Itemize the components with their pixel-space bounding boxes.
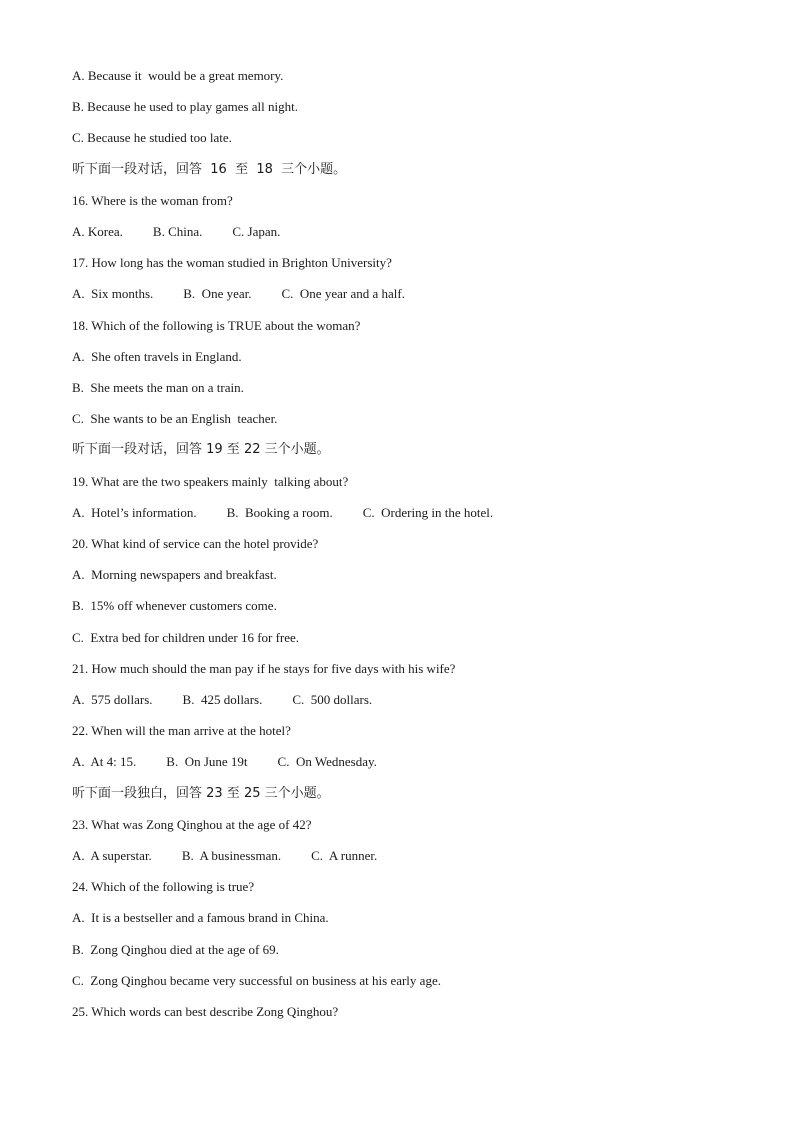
- answer-option: C. 500 dollars.: [292, 692, 373, 707]
- text-line: [72, 940, 279, 960]
- text-line: [72, 97, 298, 117]
- text-line: [72, 253, 392, 273]
- text-line: [72, 534, 318, 554]
- text-line: [72, 721, 291, 741]
- answer-options-row: [72, 503, 523, 523]
- answer-option: C. On Wednesday.: [277, 754, 377, 769]
- text-line: [72, 472, 348, 492]
- section-instruction: [72, 440, 330, 460]
- answer-options-row: [72, 222, 310, 242]
- line-text: A. Because it would be a great memory.: [72, 68, 284, 83]
- text-line: [72, 815, 311, 835]
- text-line: [72, 565, 277, 585]
- line-text: 18. Which of the following is TRUE about the woman?: [72, 318, 361, 333]
- answer-option: A. Six months.: [72, 286, 154, 301]
- line-text: 16. Where is the woman from?: [72, 193, 233, 208]
- text-line: [72, 971, 441, 991]
- section-instruction-text: 听下面一段对话，回答 16 至 18 三个小题。: [72, 162, 347, 177]
- answer-option: C. Japan.: [232, 224, 281, 239]
- answer-option: A. At 4: 15.: [72, 754, 137, 769]
- section-instruction: [72, 160, 346, 180]
- line-text: C. Because he studied too late.: [72, 130, 232, 145]
- section-instruction-text: 听下面一段独白，回答 23 至 25 三个小题。: [72, 786, 330, 801]
- answer-option: B. One year.: [183, 286, 252, 301]
- line-text: B. Zong Qinghou died at the age of 69.: [72, 942, 279, 957]
- answer-option: B. China.: [152, 224, 203, 239]
- line-text: 17. How long has the woman studied in Brighton University?: [72, 255, 392, 270]
- answer-option: A. Hotel’s information.: [72, 505, 197, 520]
- line-text: B. Because he used to play games all night.: [72, 99, 299, 114]
- text-line: [72, 378, 244, 398]
- answer-option: C. Ordering in the hotel.: [362, 505, 494, 520]
- answer-option: A. 575 dollars.: [72, 692, 153, 707]
- text-line: [72, 347, 242, 367]
- text-line: [72, 409, 277, 429]
- text-line: [72, 908, 329, 928]
- text-line: [72, 191, 233, 211]
- line-text: 25. Which words can best describe Zong Qinghou?: [72, 1004, 339, 1019]
- answer-options-row: [72, 690, 402, 710]
- section-instruction-text: 听下面一段对话，回答 19 至 22 三个小题。: [72, 442, 330, 457]
- line-text: A. It is a bestseller and a famous brand in China.: [72, 910, 329, 925]
- text-line: [72, 316, 360, 336]
- answer-option: B. Booking a room.: [226, 505, 333, 520]
- section-instruction: [72, 784, 330, 804]
- line-text: C. Zong Qinghou became very successful on business at his early age.: [72, 973, 441, 988]
- answer-option: C. One year and a half.: [281, 286, 405, 301]
- line-text: A. Morning newspapers and breakfast.: [72, 567, 277, 582]
- text-line: [72, 877, 254, 897]
- answer-option: B. On June 19t: [166, 754, 248, 769]
- line-text: C. Extra bed for children under 16 for free.: [72, 630, 300, 645]
- answer-option: B. A businessman.: [181, 848, 282, 863]
- text-line: [72, 66, 283, 86]
- answer-option: B. 425 dollars.: [182, 692, 263, 707]
- answer-options-row: [72, 846, 407, 866]
- answer-option: A. A superstar.: [72, 848, 152, 863]
- text-line: [72, 596, 277, 616]
- line-text: B. 15% off whenever customers come.: [72, 598, 277, 613]
- line-text: 20. What kind of service can the hotel provide?: [72, 536, 319, 551]
- text-line: [72, 128, 232, 148]
- text-line: [72, 628, 299, 648]
- line-text: 22. When will the man arrive at the hotel?: [72, 723, 291, 738]
- answer-options-row: [72, 284, 435, 304]
- line-text: B. She meets the man on a train.: [72, 380, 244, 395]
- line-text: C. She wants to be an English teacher.: [72, 411, 278, 426]
- text-line: [72, 659, 455, 679]
- line-text: 19. What are the two speakers mainly talking about?: [72, 474, 349, 489]
- line-text: 24. Which of the following is true?: [72, 879, 255, 894]
- line-text: 23. What was Zong Qinghou at the age of 42?: [72, 817, 312, 832]
- line-text: 21. How much should the man pay if he stays for five days with his wife?: [72, 661, 456, 676]
- line-text: A. She often travels in England.: [72, 349, 242, 364]
- answer-option: A. Korea.: [72, 224, 123, 239]
- answer-option: C. A runner.: [311, 848, 378, 863]
- answer-options-row: [72, 752, 407, 772]
- text-line: [72, 1002, 338, 1022]
